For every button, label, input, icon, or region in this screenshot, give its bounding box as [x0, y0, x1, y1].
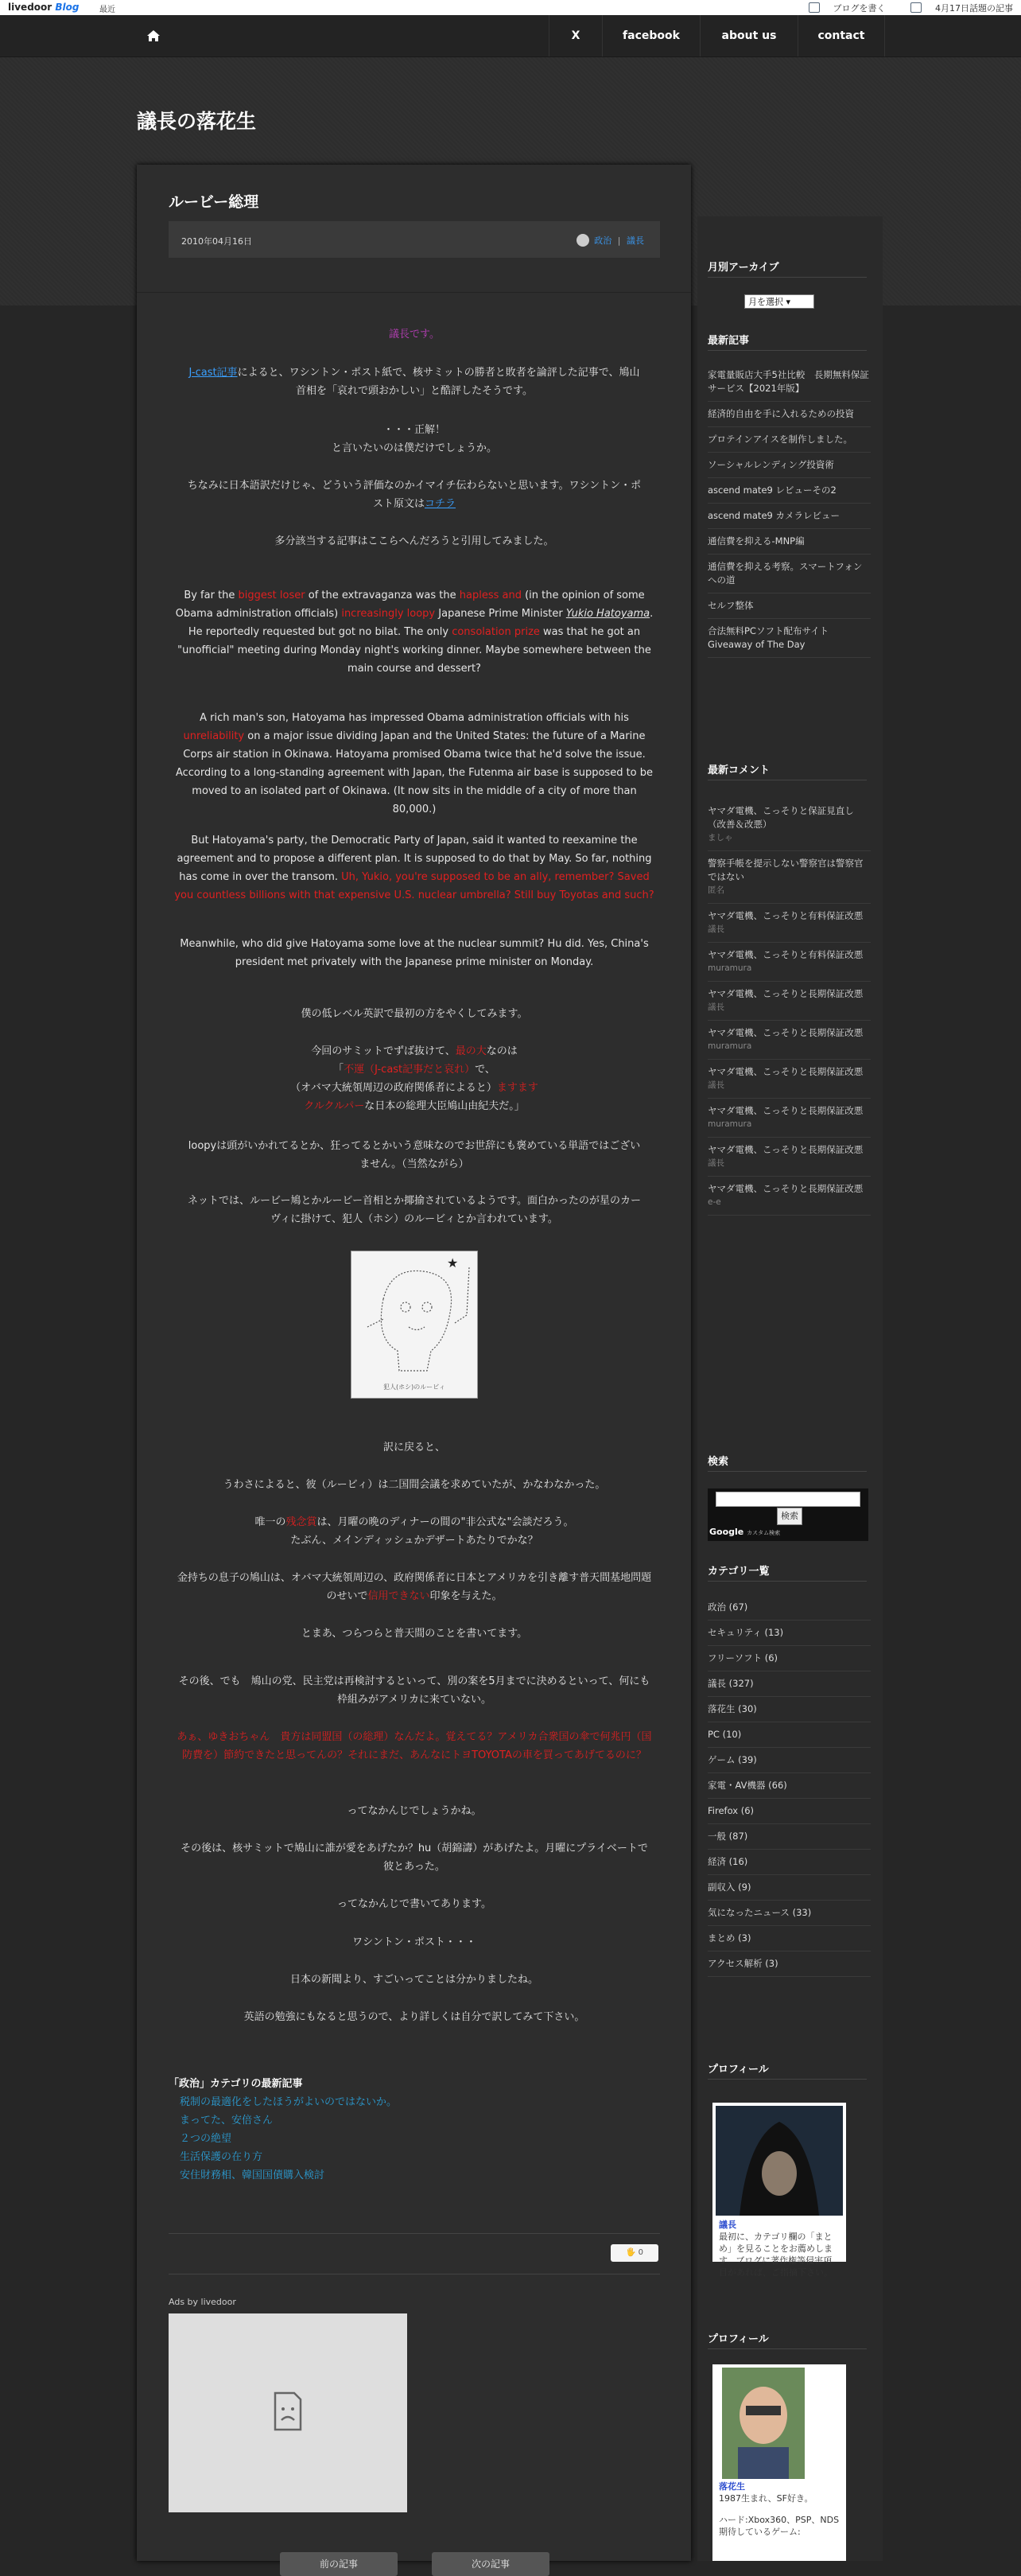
divider	[708, 2079, 867, 2080]
recent-posts-list	[708, 363, 871, 658]
paragraph: 議長です。	[389, 329, 440, 340]
recent-post-link[interactable]: 家電量販店大手5社比較 長期無料保証サービス【2021年版】	[708, 363, 871, 402]
image-caption: 犯人(ホシ)のルービィ	[382, 1383, 446, 1391]
main-column	[137, 165, 691, 2570]
ad-placeholder[interactable]	[169, 2313, 407, 2512]
recent-comments-heading: 最新コメント	[708, 765, 771, 776]
category-link[interactable]: 政治 (67)	[708, 1595, 871, 1621]
paragraph: 日本の新聞より、すごいってことは分かりましたね。	[289, 1974, 538, 1986]
archive-heading: 月別アーカイブ	[708, 262, 779, 274]
category-link[interactable]: アクセス解析 (3)	[708, 1951, 871, 1977]
paragraph: ってなかんじで書いてあります。	[337, 1898, 491, 1910]
paragraph: ちなみに日本語訳だけじゃ、どういう評価なのかイマイチ伝わらないと思います。ワシントン・ポスト原文はコチラ	[187, 480, 642, 510]
categories-list	[708, 1595, 871, 1977]
ascii-art-image[interactable]	[351, 1251, 478, 1399]
category-link[interactable]: 議長 (327)	[708, 1671, 871, 1697]
sidebar	[697, 216, 883, 2561]
related-link[interactable]: 安住財務相、韓国国債購入検討	[180, 2169, 325, 2181]
comment-item[interactable]: ヤマダ電機、こっそりと有料保証改悪 議長	[708, 904, 871, 943]
search-input[interactable]	[716, 1492, 860, 1507]
comment-item[interactable]: ヤマダ電機、こっそりと長期保証改悪 議長	[708, 1138, 871, 1177]
comment-item[interactable]: 警察手帳を提示しない警察官は警察官ではない 匿名	[708, 851, 871, 904]
category-link[interactable]: 一般 (87)	[708, 1824, 871, 1850]
recent-post-link[interactable]: セルフ整体	[708, 593, 871, 619]
recent-post-link[interactable]: ascend mate9 レビューその2	[708, 478, 871, 504]
profile-heading: プロフィール	[708, 2333, 769, 2345]
recent-link[interactable]: 最近	[99, 6, 115, 14]
home-icon[interactable]	[145, 27, 162, 45]
divider	[137, 292, 691, 293]
profile-heading: プロフィール	[708, 2064, 769, 2076]
paragraph: J-cast記事によると、ワシントン・ポスト紙で、核サミットの勝者と敗者を論評した記事で、鳩山首相を「哀れで頭おかしい」と酷評したそうです。	[188, 367, 640, 397]
jcast-link[interactable]: J-cast記事	[188, 367, 238, 379]
divider	[708, 277, 867, 278]
archive-select[interactable]: 月を選択 ▾	[744, 294, 814, 309]
paragraph: loopyは頭がいかれてるとか、狂ってるとかいう意味なのでお世辞にも褒めている単語ではございません。（当然ながら）	[188, 1140, 641, 1170]
calendar-icon	[910, 2, 922, 13]
profile-text: ハード:Xbox360、PSP、NDS	[719, 2515, 840, 2525]
category-link[interactable]: フリーソフト (6)	[708, 1646, 871, 1671]
paragraph: ワシントン・ポスト・・・	[352, 1936, 476, 1948]
blog-title[interactable]: 議長の落花生	[137, 110, 257, 133]
category-link[interactable]: セキュリティ (13)	[708, 1621, 871, 1646]
ads-label: Ads by livedoor	[169, 2297, 236, 2307]
recent-comments-list	[708, 799, 871, 1216]
english-quote: A rich man's son, Hatoyama has impressed Obama administration officials with his unreliability on a major issue dividing Japan and the United States: the future of a Marine Corps air station in Okinawa. Hatoyama promised Obama twice that he'd solve the issue. According to a long-standing agreement with Japan, the Futenma air base is supposed to be moved to an isolated part of Okinawa. (It now sits in the middle of a city of more than 80,000.)	[175, 712, 654, 815]
category-link[interactable]: Firefox (6)	[708, 1799, 871, 1824]
divider	[708, 1471, 867, 1472]
related-link[interactable]: まってた、安倍さん	[180, 2115, 274, 2127]
livedoor-topbar	[0, 0, 1021, 15]
category-link-gichou[interactable]: 議長	[627, 235, 644, 246]
profile-card	[712, 2103, 846, 2278]
category-link[interactable]: まとめ (3)	[708, 1926, 871, 1951]
recent-post-link[interactable]: 合法無料PCソフト配布サイトGiveaway of The Day	[708, 619, 871, 658]
category-link[interactable]: 経済 (16)	[708, 1850, 871, 1875]
paragraph: 金持ちの息子の鳩山は、オバマ大統領周辺の、政府関係者に日本とアメリカを引き離す普天間基地問題のせいで信用できない印象を与えた。	[177, 1572, 652, 1602]
ascii-art-drawing	[351, 1251, 477, 1379]
post-title[interactable]: ルービー総理	[169, 193, 259, 211]
related-link[interactable]: 税制の最適化をしたほうがよいのではないか。	[180, 2096, 398, 2108]
related-posts	[169, 2075, 397, 2185]
paragraph: ・・・正解！ と言いたいのは僕だけでしょうか。	[331, 424, 497, 454]
paragraph: うわさによると、彼（ルービィ）は二国間会議を求めていたが、かなわなかった。	[223, 1479, 606, 1491]
divider	[708, 350, 867, 351]
category-link[interactable]: 副収入 (9)	[708, 1875, 871, 1901]
paragraph: その後は、核サミットで鳩山に誰が愛をあげたか？hu（胡錦濤）があげたよ。月曜にプライベートで彼とあった。	[181, 1843, 648, 1873]
category-icon	[576, 234, 589, 247]
avatar[interactable]	[722, 2368, 805, 2479]
profile-name[interactable]: 議長	[719, 2220, 736, 2230]
paragraph: 英語の勉強にもなると思うので、より詳しくは自分で訳してみて下さい。	[243, 2011, 585, 2023]
comment-item[interactable]: ヤマダ電機、こっそりと保証見直し（改善＆改悪） ましゃ	[708, 799, 871, 851]
comment-item[interactable]: ヤマダ電機、こっそりと長期保証改悪 muramura	[708, 1099, 871, 1138]
post-categories: 政治 | 議長	[576, 234, 644, 247]
post-date: 2010年04月16日	[181, 236, 252, 247]
google-logo: Google カスタム検索	[709, 1527, 781, 1537]
recent-posts-heading: 最新記事	[708, 335, 750, 347]
global-nav	[0, 15, 1021, 57]
divider	[708, 2348, 867, 2349]
category-link[interactable]: 落花生 (30)	[708, 1697, 871, 1722]
category-link[interactable]: ゲーム (39)	[708, 1748, 871, 1773]
nav-facebook[interactable]: facebook	[602, 15, 700, 56]
comment-item[interactable]: ヤマダ電機、こっそりと長期保証改悪 e-e	[708, 1177, 871, 1216]
pencil-icon	[809, 2, 820, 13]
profile-card	[712, 2364, 846, 2561]
broken-image-icon	[272, 2391, 304, 2431]
divider	[708, 1581, 867, 1582]
nav-about-us[interactable]: about us	[700, 15, 798, 56]
share-button[interactable]: 🖐 0	[611, 2244, 658, 2262]
recent-post-link[interactable]: 経済的自由を手に入れるための投資	[708, 402, 871, 427]
categories-heading: カテゴリ一覧	[708, 1566, 770, 1578]
category-link[interactable]: 家電・AV機器 (66)	[708, 1773, 871, 1799]
nav-x[interactable]: X	[549, 15, 602, 56]
livedoor-logo[interactable]: livedoor Blog	[8, 2, 80, 13]
paragraph: あぁ、ゆきおちゃん 貴方は同盟国（の総理）なんだよ。覚えてる？アメリカ合衆国の傘で何兆円（国防費を）節約できたと思ってんの？それにまだ、あんなにトヨTOYOTAの車を買ってあげてるのに？	[177, 1731, 652, 1761]
recent-post-link[interactable]: 通信費を抑える-MNP編	[708, 529, 871, 555]
post-meta	[169, 221, 660, 258]
category-link[interactable]: PC (10)	[708, 1722, 871, 1748]
topics-link[interactable]: 4月17日話題の記事	[899, 3, 1013, 14]
search-widget	[708, 1488, 868, 1541]
paragraph: 唯一の残念賞は、月曜の晩のディナーの間の"非公式な"会談だろう。 たぶん、メインディッシュかデザートあたりでかな？	[254, 1516, 574, 1547]
search-heading: 検索	[708, 1456, 729, 1468]
paragraph: ネットでは、ルービー鳩とかルービー首相とか揶揄されているようです。面白かったのが星のカーヴィに掛けて、犯人（ホシ）のルービィとか言われています。	[188, 1195, 641, 1225]
paragraph: とまあ、つらつらと普天間のことを書いてます。	[301, 1628, 528, 1640]
recent-post-link[interactable]: 通信費を抑える考察。スマートフォンへの道	[708, 555, 871, 593]
related-link[interactable]: 生活保護の在り方	[180, 2151, 263, 2163]
prev-post-button[interactable]: 前の記事	[280, 2552, 398, 2576]
paragraph: 訳に戻ると、	[382, 1442, 445, 1453]
comment-item[interactable]: ヤマダ電機、こっそりと有料保証改悪 muramura	[708, 943, 871, 982]
profile-text: 期待しているゲーム:	[719, 2527, 801, 2537]
wapo-link[interactable]: コチラ	[425, 498, 456, 510]
english-quote: But Hatoyama's party, the Democratic Party of Japan, said it wanted to reexamine the agreement and to propose a different plan. It is supposed to do that by May. So far, nothing has come in over the transom. Uh, Yukio, you're supposed to be an ally, remember? Saved you countless billions with that expensive U.S. nuclear umbrella? Still buy Toyotas and such?	[174, 835, 654, 901]
comment-item[interactable]: ヤマダ電機、こっそりと長期保証改悪 muramura	[708, 1021, 871, 1060]
svg-text:★: ★	[447, 1255, 459, 1270]
avatar[interactable]	[716, 2106, 843, 2216]
profile-name[interactable]: 落花生	[719, 2481, 745, 2492]
paragraph: その後、でも 鳩山の党、民主党は再検討するといって、別の案を5月までに決めるといって、何にも枠組みがアメリカに来ていない。	[178, 1675, 650, 1706]
write-blog-link[interactable]: ブログを書く	[798, 3, 886, 14]
recent-post-link[interactable]: ascend mate9 カメラレビュー	[708, 504, 871, 529]
related-heading: 「政治」カテゴリの最新記事	[169, 2078, 303, 2090]
category-link[interactable]: 気になったニュース (33)	[708, 1901, 871, 1926]
recent-post-link[interactable]: ソーシャルレンディング投資術	[708, 453, 871, 478]
comment-item[interactable]: ヤマダ電機、こっそりと長期保証改悪 議長	[708, 1060, 871, 1099]
paragraph: 多分該当する記事はここらへんだろうと引用してみました。	[274, 535, 554, 547]
profile-text: 1987生まれ、SF好き。	[719, 2493, 813, 2504]
paragraph: 僕の低レベル英訳で最初の方をやくしてみます。	[301, 1008, 528, 1020]
related-link[interactable]: ２つの絶望	[180, 2133, 232, 2145]
profile-text: 最初に、カテゴリ欄の「まとめ」を見ることをお薦めします。ブログに著作権等侵害項目があれば、ご指摘下さい。	[719, 2232, 833, 2278]
translation: 今回のサミットでずば抜けて、最の大なのは 「不運（J-cast記事だと哀れ）で、 （オバマ大統領周辺の政府関係者によると）ますます クルクルパーな日本の総理大臣鳩山由紀夫だ。」	[290, 1045, 538, 1112]
recent-post-link[interactable]: プロテインアイスを制作しました。	[708, 427, 871, 453]
paragraph: ってなかんじでしょうかね。	[347, 1805, 482, 1817]
next-post-button[interactable]: 次の記事	[432, 2552, 549, 2576]
search-button[interactable]: 検索	[777, 1508, 802, 1525]
nav-contact[interactable]: contact	[798, 15, 885, 56]
english-quote: Meanwhile, who did give Hatoyama some love at the nuclear summit? Hu did. Yes, China's president met privately with the Japanese prime minister on Monday.	[180, 938, 649, 968]
comment-item[interactable]: ヤマダ電機、こっそりと長期保証改悪 議長	[708, 982, 871, 1021]
divider	[169, 2233, 660, 2234]
category-link-politics[interactable]: 政治	[594, 235, 612, 246]
english-quote: By far the biggest loser of the extravaganza was the hapless and (in the opinion of some Obama administration officials) increasingly loopy Japanese Prime Minister Yukio Hatoyama. He reportedly requested but got no bilat. The only consolation prize was that he got an "unofficial" meeting during Monday night's working dinner. Maybe somewhere between the main course and dessert?	[175, 590, 654, 675]
